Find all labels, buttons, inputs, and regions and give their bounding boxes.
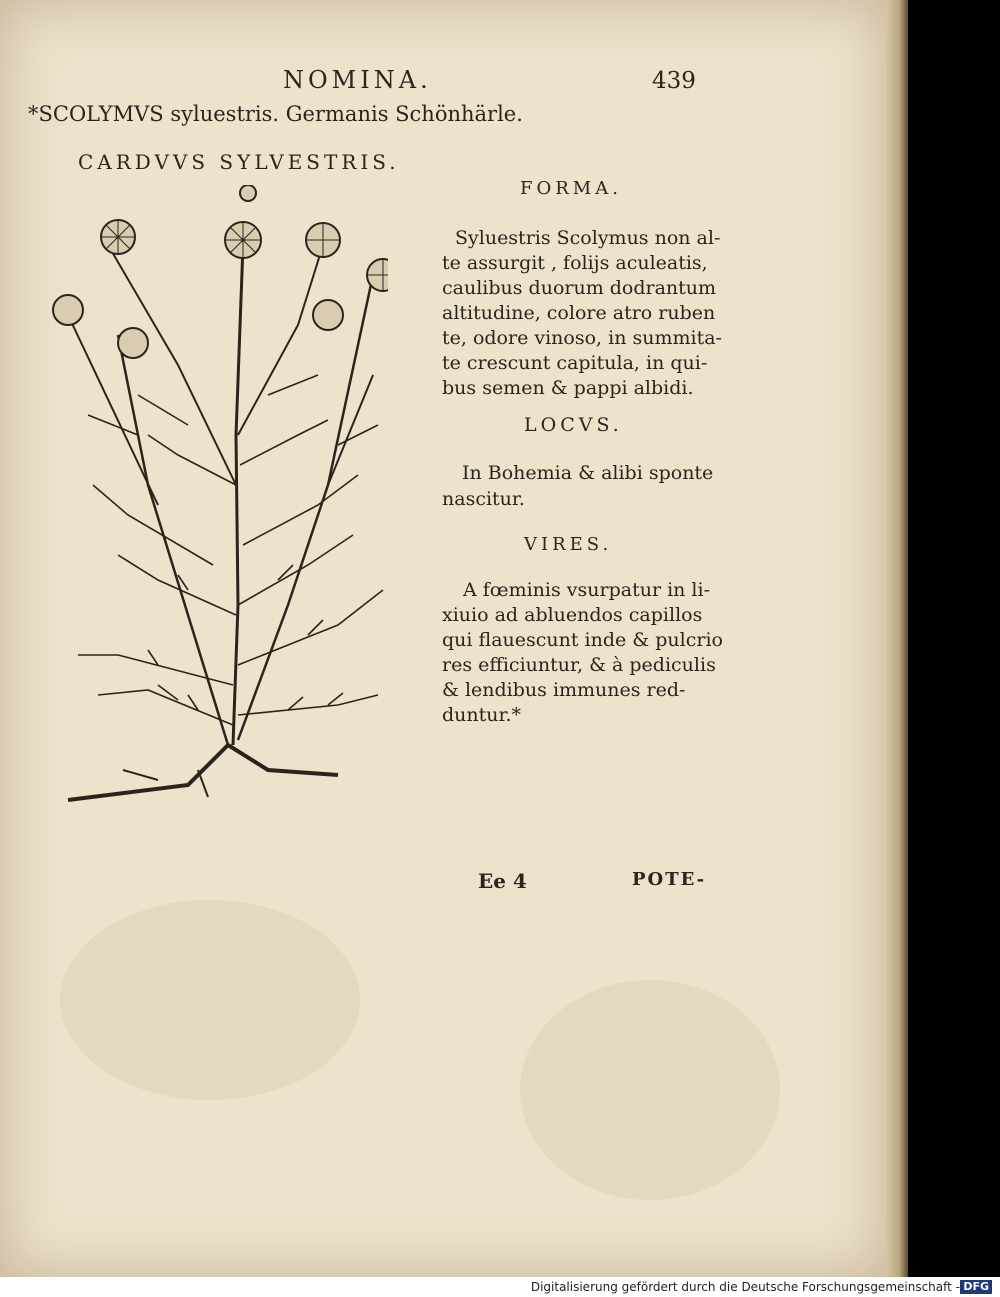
- forma-line: Syluestris Scolymus non al-: [455, 227, 721, 249]
- vires-line: A fœminis vsurpatur in li-: [463, 579, 710, 601]
- vires-line: duntur.*: [442, 704, 522, 726]
- section-heading-vires: VIRES.: [524, 534, 613, 555]
- signature-mark: Ee 4: [478, 869, 527, 893]
- digitization-credit: Digitalisierung gefördert durch die Deutsche Forschungsgemeinschaft -: [530, 1280, 960, 1294]
- vires-line: res efficiuntur, & à pediculis: [442, 654, 716, 676]
- catchword: POTE-: [632, 869, 707, 890]
- thistle-woodcut-illustration: [38, 185, 388, 810]
- dfg-logo: DFG: [960, 1280, 992, 1294]
- forma-line: caulibus duorum dodrantum: [442, 277, 717, 299]
- vires-line: & lendibus immunes red-: [442, 679, 686, 701]
- forma-line: bus semen & pappi albidi.: [442, 377, 694, 399]
- vires-line: xiuio ad abluendos capillos: [442, 604, 703, 626]
- forma-line: te assurgit , folijs aculeatis,: [442, 252, 708, 274]
- section-heading-forma: FORMA.: [520, 178, 622, 199]
- forma-line: altitudine, colore atro ruben: [442, 302, 716, 324]
- locus-line: nascitur.: [442, 488, 525, 510]
- locus-line: In Bohemia & alibi sponte: [462, 462, 714, 484]
- digitization-strip: [0, 1277, 1000, 1297]
- synonym-line: *SCOLYMVS syluestris. Germanis Schönhärle.: [28, 102, 523, 126]
- forma-line: te, odore vinoso, in summita-: [442, 327, 722, 349]
- paper-stain: [520, 980, 780, 1200]
- page-number: 439: [652, 68, 696, 94]
- section-heading-locus: LOCVS.: [524, 414, 623, 436]
- forma-line: te crescunt capitula, in qui-: [442, 352, 708, 374]
- vires-line: qui flauescunt inde & pulcrio: [442, 629, 723, 651]
- running-title: NOMINA.: [283, 66, 432, 94]
- plant-title: CARDVVS SYLVESTRIS.: [78, 150, 400, 174]
- page-edge: [886, 0, 908, 1277]
- paper-stain: [60, 900, 360, 1100]
